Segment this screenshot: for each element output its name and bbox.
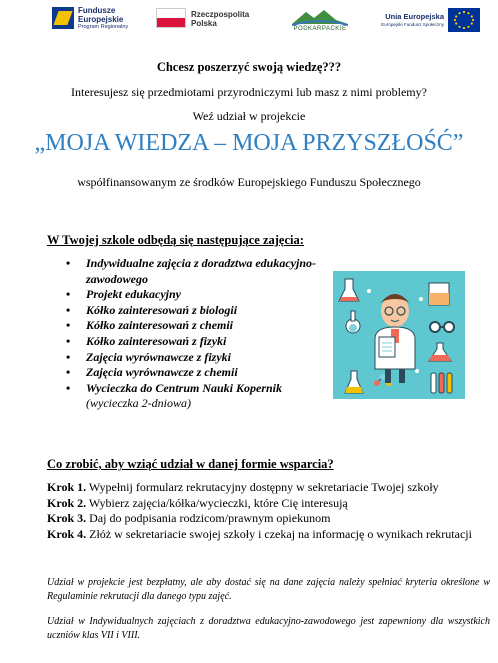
bullet-icon: •: [66, 287, 71, 302]
bullet-icon: •: [66, 380, 71, 395]
rp-line1: Rzeczpospolita: [191, 10, 250, 19]
fe-line1: Fundusze: [78, 6, 116, 15]
rp-line2: Polska: [191, 19, 217, 28]
step-text: Daj do podpisania rodzicom/prawnym opiekunom: [86, 511, 331, 525]
bullet-icon: •: [66, 318, 71, 333]
cofinance-line: współfinansowanym ze środków Europejskiego Funduszu Społecznego: [77, 175, 421, 189]
scientist-illustration: [333, 271, 465, 399]
intro-question: Chcesz poszerzyć swoją wiedzę???: [156, 60, 342, 74]
eu-flag-icon: [448, 8, 480, 32]
polish-flag-icon: [156, 8, 186, 28]
step-2: [47, 496, 490, 512]
scientist-icon: [333, 271, 465, 399]
unia-europejska-logo: [370, 4, 482, 42]
step-3: [47, 511, 490, 527]
rzeczpospolita-logo: [156, 4, 254, 42]
fe-line2: Europejskie: [78, 15, 124, 24]
bullet-icon: •: [66, 349, 71, 364]
step-text: Wybierz zajęcia/kółka/wycieczki, które Cię interesują: [86, 495, 348, 510]
list-item: [66, 333, 316, 350]
logo-bar: [0, 4, 498, 42]
list-item-label: Projekt edukacyjny: [86, 287, 181, 302]
note-counseling: Udział w Indywidualnych zajęciach z doradztwa edukacyjno-zawodowego jest zapewniony dla wszystkich uczniów klas VII i VIII.: [47, 616, 490, 641]
list-item-label: Kółko zainteresowań z fizyki: [86, 333, 227, 348]
list-item: [66, 256, 317, 287]
list-item-label: Kółko zainteresowań z biologii: [86, 302, 238, 317]
list-item-label: Indywidualne zajęcia z doradztwa edukacyjno-zawodowego: [86, 256, 317, 286]
step-text: Wypełnij formularz rekrutacyjny dostępny w sekretariacie Twojej szkoły: [86, 480, 439, 494]
classes-list: [40, 256, 316, 412]
bullet-icon: •: [66, 333, 71, 348]
list-item-label: Zajęcia wyrównawcze z chemii: [86, 365, 238, 380]
bullet-icon: •: [66, 365, 71, 380]
podkarpackie-mountains-icon: [292, 8, 348, 26]
step-4: [47, 527, 490, 543]
list-item: [66, 349, 316, 366]
list-item: [66, 287, 316, 303]
list-item: [66, 302, 316, 319]
step-label: Krok 3.: [47, 511, 87, 525]
note-free-participation: Udział w projekcie jest bezpłatny, ale aby dostać się na dane zajęcia należy spełniać kryteria określone w Regulaminie rekrutacji dla danego typu zajęć.: [47, 577, 490, 602]
list-item-sub: (wycieczka 2-dniowa): [86, 396, 191, 411]
step-label: Krok 4.: [47, 526, 87, 541]
list-item: [66, 365, 316, 381]
steps-list: [47, 480, 490, 542]
step-1: [47, 480, 490, 496]
step-label: Krok 2.: [47, 495, 87, 510]
fundusze-europejskie-logo: [52, 4, 148, 42]
bullet-icon: •: [66, 256, 71, 270]
podkarpackie-logo: [282, 4, 358, 42]
pk-name: PODKARPACKIE: [293, 26, 347, 32]
step-text: Złóż w sekretariacie swojej szkoły i czekaj na informację o wynikach rekrutacji: [86, 526, 472, 541]
join-heading: Co zrobić, aby wziąć udział w danej formie wsparcia?: [47, 457, 334, 471]
ue-name: Unia Europejska: [385, 12, 444, 21]
bullet-icon: •: [66, 302, 71, 317]
fe-sub: Program Regionalny: [78, 24, 129, 30]
classes-heading: W Twojej szkole odbędą się następujące zajęcia:: [47, 233, 304, 247]
list-item-label: Zajęcia wyrównawcze z fizyki: [86, 349, 231, 364]
list-item-label: Kółko zainteresowań z chemii: [86, 318, 234, 333]
fe-emblem-icon: [52, 7, 74, 29]
step-label: Krok 1.: [47, 480, 87, 494]
ue-sub: Europejski Fundusz Społeczny: [381, 22, 444, 27]
list-item-label: Wycieczka do Centrum Nauki Kopernik: [86, 380, 283, 395]
intro-line3: Weź udział w projekcie: [192, 109, 306, 123]
intro-line2: Interesujesz się przedmiotami przyrodniczymi lub masz z nimi problemy?: [71, 85, 427, 99]
list-item: [66, 380, 316, 412]
list-item: [66, 318, 316, 334]
project-title: „MOJA WIEDZA – MOJA PRZYSZŁOŚĆ”: [34, 130, 464, 156]
